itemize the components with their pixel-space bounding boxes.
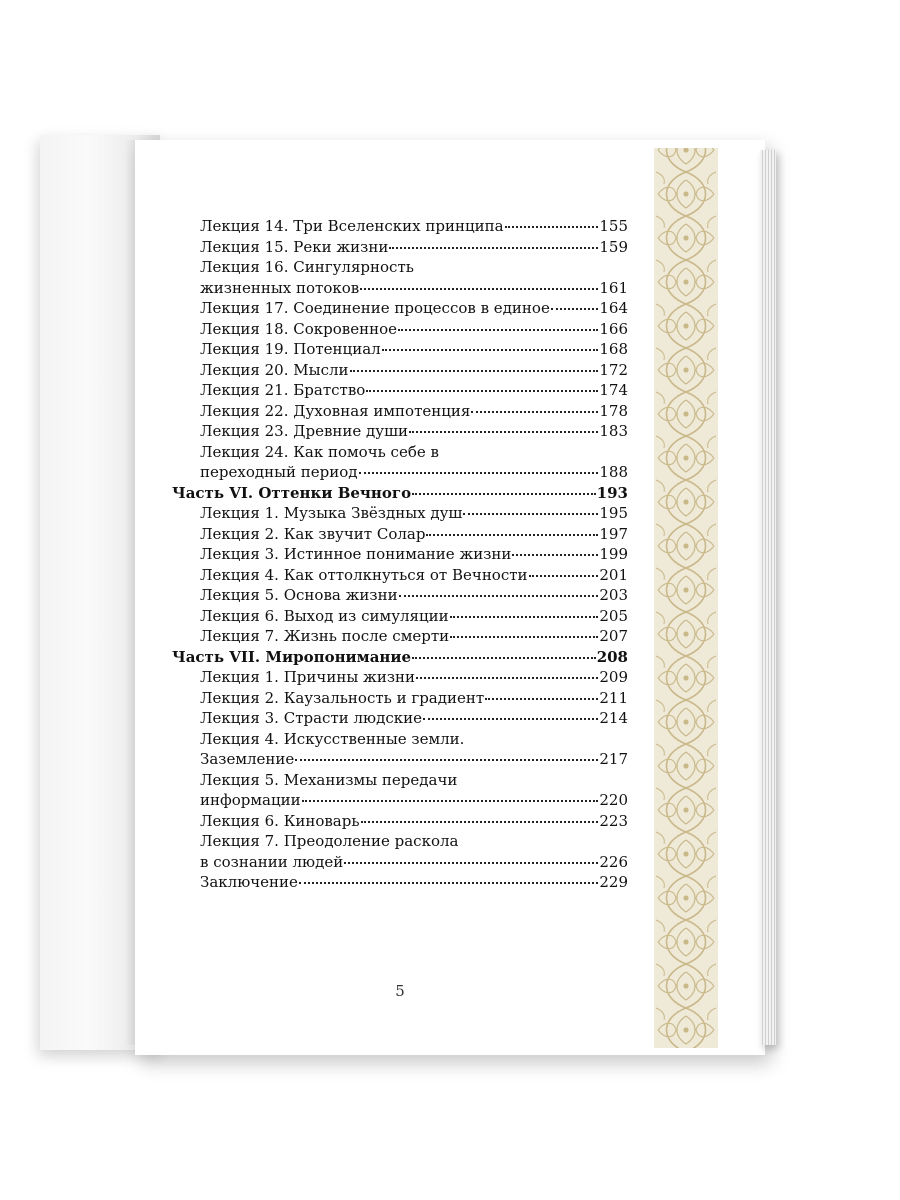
toc-lecture-row (172, 462, 628, 483)
toc-lecture-row (172, 237, 628, 258)
dot-leader (412, 657, 596, 659)
toc-entry-page: 174 (599, 381, 628, 399)
toc-entry-page: 211 (599, 688, 628, 707)
toc-entry-title: Лекция 7. Жизнь после смерти (200, 627, 450, 645)
toc-entry-title-line: Лекция 7. Преодоление раскола (200, 832, 459, 850)
dot-leader (450, 616, 599, 618)
toc-part-row (172, 647, 628, 668)
toc-lecture-row (172, 503, 628, 524)
toc-entry-page: 161 (599, 278, 628, 297)
dot-leader (350, 370, 599, 372)
dot-leader (299, 882, 598, 884)
toc-entry-title: жизненных потоков (200, 278, 360, 297)
toc-entry-title-line: Лекция 5. Механизмы передачи (200, 770, 458, 789)
dot-leader (382, 349, 599, 351)
floral-scroll-border-icon (654, 148, 718, 1048)
toc-entry-title: Лекция 18. Сокровенное (200, 319, 398, 338)
toc-entry-title: Лекция 4. Как оттолкнуться от Вечности (200, 565, 528, 584)
dot-leader (409, 431, 598, 433)
dot-leader (463, 513, 598, 515)
toc-entry-title-line: Лекция 24. Как помочь себе в (200, 442, 439, 461)
dot-leader (412, 493, 596, 495)
toc-lecture-row (172, 852, 628, 873)
toc-lecture-row (172, 319, 628, 340)
toc-entry-title: Лекция 1. Музыка Звёздных душ (200, 504, 463, 522)
toc-lecture-row (172, 626, 628, 647)
toc-entry-page: 159 (599, 237, 628, 256)
toc-entry-page: 195 (599, 504, 628, 522)
dot-leader (416, 677, 598, 679)
toc-lecture-row (172, 278, 628, 299)
toc-lecture-row (172, 216, 628, 237)
dot-leader (360, 288, 598, 290)
toc-lecture-row (172, 811, 628, 832)
dot-leader (398, 329, 598, 331)
toc-entry-title: Лекция 3. Страсти людские (200, 709, 422, 727)
toc-entry-title: Лекция 14. Три Вселенских принципа (200, 217, 504, 235)
toc-entry-page: 199 (599, 545, 628, 563)
toc-entry-page: 208 (596, 647, 628, 666)
toc-lecture-row (172, 401, 628, 422)
toc-entry-title: Лекция 6. Киноварь (200, 811, 360, 830)
toc-lecture-row (172, 360, 628, 381)
dot-leader (423, 718, 598, 720)
toc-lecture-row (172, 565, 628, 586)
dot-leader (551, 308, 599, 310)
toc-entry-page: 223 (599, 811, 628, 830)
toc-entry-title: Лекция 23. Древние души (200, 422, 409, 440)
toc-entry-title: Лекция 5. Основа жизни (200, 586, 398, 604)
toc-entry-page: 188 (599, 463, 628, 481)
toc-entry-page: 193 (596, 483, 628, 502)
toc-entry-page: 205 (599, 606, 628, 625)
dot-leader (512, 554, 598, 556)
toc-entry-page: 209 (599, 668, 628, 686)
toc-entry-title: Лекция 2. Как звучит Солар (200, 524, 426, 543)
toc-lecture-row (172, 544, 628, 565)
toc-lecture-row (172, 339, 628, 360)
toc-entry-page: 168 (599, 340, 628, 358)
toc-entry-title: Лекция 20. Мысли (200, 360, 349, 379)
dot-leader (389, 247, 598, 249)
toc-entry-page: 207 (599, 627, 628, 645)
toc-entry-title: Лекция 17. Соединение процессов в единое (200, 299, 550, 317)
toc-entry-title: Лекция 19. Потенциал (200, 340, 381, 358)
dot-leader (505, 226, 599, 228)
toc-entry-page: 155 (599, 217, 628, 235)
toc-lecture-row (172, 872, 628, 893)
toc-entry-page: 220 (599, 791, 628, 809)
dot-leader (426, 534, 598, 536)
page-number: 5 (395, 982, 405, 1000)
toc-entry-page: 164 (599, 299, 628, 317)
dot-leader (302, 800, 599, 802)
toc-lecture-row (172, 524, 628, 545)
toc-entry-page: 183 (599, 422, 628, 440)
page-edges (760, 150, 776, 1045)
toc-entry-title: в сознании людей (200, 852, 344, 871)
toc-entry-title: Лекция 6. Выход из симуляции (200, 606, 449, 625)
toc-lecture-row (172, 749, 628, 770)
toc-entry-title-line: Лекция 16. Сингулярность (200, 258, 414, 276)
toc-entry-title: Лекция 22. Духовная импотенция (200, 401, 471, 420)
table-of-contents (172, 216, 628, 893)
toc-entry-page: 178 (599, 401, 628, 420)
toc-entry-title-line: Лекция 4. Искусственные земли. (200, 729, 465, 748)
toc-lecture-row (172, 421, 628, 442)
toc-entry-page: 166 (599, 319, 628, 338)
toc-entry-title: Лекция 1. Причины жизни (200, 668, 415, 686)
dot-leader (295, 759, 598, 761)
dot-leader (399, 595, 599, 597)
toc-lecture-row (172, 606, 628, 627)
toc-lecture-row (172, 585, 628, 606)
toc-entry-title: Лекция 21. Братство (200, 381, 366, 399)
dot-leader (361, 821, 599, 823)
toc-lecture-row (172, 708, 628, 729)
toc-entry-title: Лекция 3. Истинное понимание жизни (200, 545, 512, 563)
toc-lecture-row (172, 790, 628, 811)
toc-entry-page: 226 (599, 852, 628, 871)
toc-entry-page: 172 (599, 360, 628, 379)
toc-entry-page: 214 (599, 709, 628, 727)
dot-leader (485, 698, 598, 700)
toc-lecture-row (172, 298, 628, 319)
toc-entry-title: Часть VII. Миропонимание (172, 647, 412, 666)
dot-leader (344, 862, 598, 864)
toc-entry-title: Заключение (200, 873, 298, 891)
toc-entry-title: переходный период (200, 463, 358, 481)
toc-entry-page: 203 (599, 586, 628, 604)
toc-entry-title: Часть VI. Оттенки Вечного (172, 483, 412, 502)
toc-entry-title: информации (200, 791, 301, 809)
toc-entry-title: Заземление (200, 750, 295, 768)
toc-entry-title: Лекция 2. Каузальность и градиент (200, 688, 485, 707)
toc-part-row (172, 483, 628, 504)
dot-leader (366, 390, 598, 392)
toc-entry-page: 201 (599, 565, 628, 584)
dot-leader (529, 575, 599, 577)
toc-lecture-row (172, 380, 628, 401)
dot-leader (450, 636, 598, 638)
toc-lecture-row (172, 688, 628, 709)
toc-entry-page: 217 (599, 750, 628, 768)
dot-leader (359, 472, 599, 474)
toc-entry-page: 197 (599, 524, 628, 543)
dot-leader (471, 411, 598, 413)
toc-entry-page: 229 (599, 873, 628, 891)
toc-entry-title: Лекция 15. Реки жизни (200, 237, 389, 256)
toc-lecture-row (172, 667, 628, 688)
